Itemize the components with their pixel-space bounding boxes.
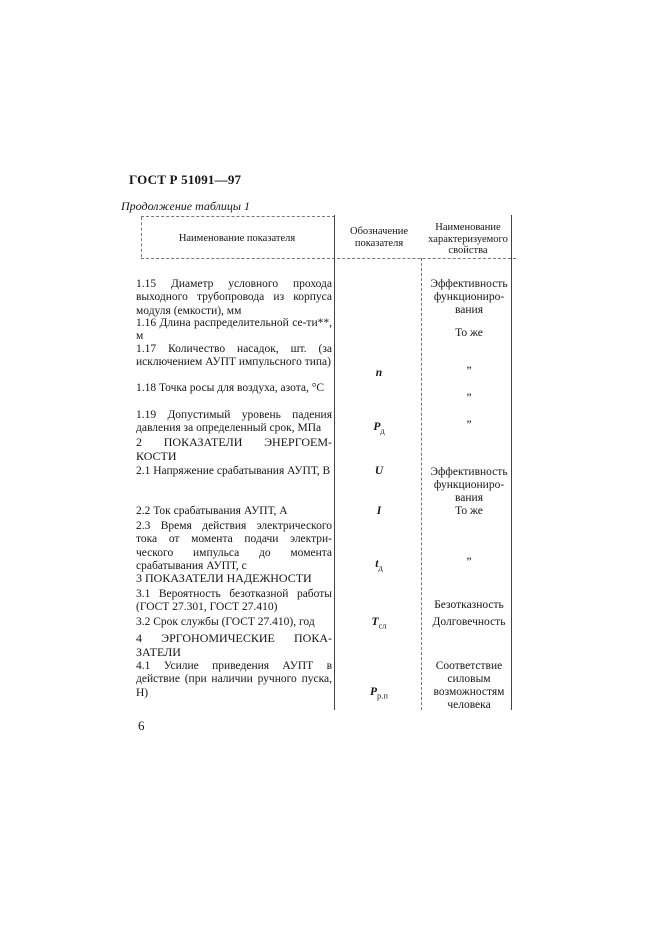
indicator-name: 4.1 Усилие приведения АУПТ в действие (при наличии ручного пуска, Н) [136, 660, 332, 699]
column-header-name: Наименование показателя [178, 233, 296, 244]
property-name: То же [455, 505, 483, 517]
table-divider-1 [334, 215, 335, 710]
indicator-name: 1.16 Длина распределительной се-ти**, м [136, 317, 332, 343]
table-caption: Продолжение таблицы 1 [121, 199, 251, 213]
document-code: ГОСТ Р 51091—97 [129, 172, 242, 187]
indicator-symbol: $P_д$ [373, 421, 385, 436]
section-heading: 4 ЭРГОНОМИЧЕСКИЕ ПОКА-ЗАТЕЛИ [136, 631, 332, 659]
property-name: То же [455, 327, 483, 339]
property-name: Соответствие силовым возможностям человека [433, 660, 505, 711]
table-divider-2 [421, 258, 422, 710]
indicator-name: 1.17 Количество насадок, шт. (за исключением АУПТ импульсного типа) [136, 343, 332, 369]
indicator-symbol: I [376, 505, 382, 517]
property-name: Долговечность [432, 616, 506, 628]
indicator-name: 1.19 Допустимый уровень падения давления за определенный срок, МПа [136, 409, 332, 435]
indicator-name: 2.2 Ток срабатывания АУПТ, А [136, 505, 288, 517]
indicator-name: 2.3 Время действия электрического тока от момента подачи электри-ческого импульса до момента срабатывания АУПТ, с [136, 520, 332, 573]
table-header-rule [141, 258, 516, 259]
property-name: ” [466, 392, 472, 404]
property-name: Эффективность функциониро-вания [430, 278, 508, 316]
indicator-name: 2.1 Напряжение срабатывания АУПТ, В [136, 465, 331, 477]
indicator-name: 1.15 Диаметр условного прохода выходного трубопровода из корпуса модуля (емкости), мм [136, 278, 332, 317]
indicator-symbol: U [374, 465, 384, 477]
indicator-name: 3.1 Вероятность безотказной работы (ГОСТ 27.301, ГОСТ 27.410) [136, 588, 332, 614]
property-name: ” [466, 419, 472, 431]
page-number: 6 [138, 718, 145, 733]
section-heading: 2 ПОКАЗАТЕЛИ ЭНЕРГОЕМ-КОСТИ [136, 435, 332, 463]
indicator-symbol: n [375, 367, 383, 379]
table-top-rule [141, 216, 335, 217]
column-header-symbol: Обозначение показателя [349, 226, 409, 249]
section-heading: 3 ПОКАЗАТЕЛИ НАДЕЖНОСТИ [136, 571, 312, 585]
indicator-symbol: $T_{сл}$ [371, 616, 387, 631]
indicator-name: 1.18 Точка росы для воздуха, азота, °С [136, 382, 324, 394]
column-header-property: Наименование характеризуемого свойства [428, 222, 508, 256]
property-name: Безотказность [434, 599, 504, 611]
indicator-name: 3.2 Срок службы (ГОСТ 27.410), год [136, 616, 315, 628]
property-name: ” [466, 365, 472, 377]
indicator-symbol: $t_д$ [375, 558, 383, 573]
indicator-symbol: $P_{р.п}$ [370, 686, 388, 701]
property-name: Эффективность функциониро-вания [430, 466, 508, 504]
property-name: ” [466, 556, 472, 568]
